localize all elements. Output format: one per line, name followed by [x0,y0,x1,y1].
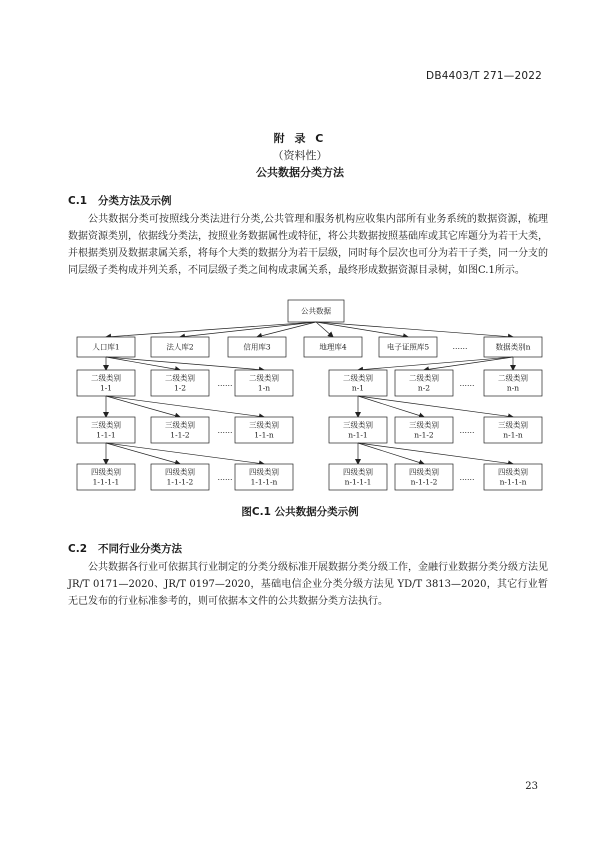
node-label: 1-1 [99,383,113,393]
level2-node [484,370,542,396]
node-label: 三级类别 [498,420,528,430]
connector-arrow [316,322,513,337]
level3-node [151,417,209,443]
node-label: 四级类别 [409,467,439,477]
level2-node [395,370,453,396]
node-label: 三级类别 [165,420,195,430]
node-label: 四级类别 [498,467,528,477]
node-label: 四级类别 [249,467,279,477]
document-code: DB4403/T 271—2022 [426,70,542,82]
level1-node [228,337,286,357]
node-label: 三级类别 [409,420,439,430]
level1-node [304,337,362,357]
level3-node [395,417,453,443]
node-label: 三级类别 [91,420,121,430]
node-label: 1-1-2 [170,430,190,440]
level4-node [395,464,453,490]
connector-arrow [106,322,316,337]
ellipsis-text: …… [217,473,233,482]
node-label: n-1-2 [414,430,434,440]
ellipsis-text: …… [459,426,475,435]
connector-arrow [358,443,424,464]
section-title: 不同行业分类方法 [98,543,182,555]
node-label: 1-1-n [254,430,274,440]
node-label: 1-n [257,383,271,393]
section-title: 分类方法及示例 [98,195,172,207]
node-label: 四级类别 [165,467,195,477]
level3-node [77,417,135,443]
connector-arrow [106,443,264,464]
node-label: 三级类别 [343,420,373,430]
connector-arrow [358,396,513,417]
node-label: n-1-1 [348,430,368,440]
level2-node [77,370,135,396]
node-label: 二级类别 [409,373,439,383]
connector-arrow [106,357,180,370]
node-label: 二级类别 [498,373,528,383]
level1-node [484,337,542,357]
level3-node [484,417,542,443]
section-c1-paragraph: 公共数据分类可按照线分类法进行分类,公共管理和服务机构应收集内部所有业务系统的数据资源，梳理数据资源类别，依据线分类法，按照业务数据属性或特征，将公共数据按照基础库或其它库题分为若干大类，并根据类别及数据隶属关系，将每个大类的数据分为若干层级，同时每个层次也可分为若干子类，同一分支的同层级子类构成并列关系，不同层级子类之间构成隶属关系，最终形成数据资源目录树，如图C.1所示。 [68,214,548,276]
node-label: 法人库2 [166,342,194,352]
page-number: 23 [525,781,538,792]
section-heading-c2 [68,541,182,556]
node-label: 二级类别 [249,373,279,383]
node-label: 1-2 [173,383,187,393]
node-label: n-1 [351,383,365,393]
node-label: n-1-1-n [499,477,527,487]
node-label: 地理库4 [319,342,347,352]
level4-node [77,464,135,490]
level2-node [151,370,209,396]
ellipsis-text: …… [217,379,233,388]
level2-node [235,370,293,396]
connector-arrow [106,396,180,417]
ellipsis-text: …… [217,426,233,435]
section-number: C.1 [68,195,88,207]
appendix-label: 附 录 C [273,132,327,145]
node-label: 1-1-1-n [250,477,278,487]
connector-arrow [180,322,316,337]
appendix-title: 公共数据分类方法 [256,166,344,179]
node-label: n-2 [417,383,431,393]
connector-arrow [358,443,513,464]
node-label: n-1-1-2 [410,477,438,487]
connector-arrow [358,396,424,417]
level3-node [235,417,293,443]
node-label: n-1-n [503,430,523,440]
node-label: 公共数据 [301,306,331,316]
node-label: 三级类别 [249,420,279,430]
node-label: 二级类别 [343,373,373,383]
node-label: 人口库1 [92,342,120,352]
node-label: 二级类别 [165,373,195,383]
level1-node [151,337,209,357]
node-label: 电子证照库5 [386,342,430,352]
node-label: 二级类别 [91,373,121,383]
node-label: n-1-1-1 [344,477,372,487]
level2-node [329,370,387,396]
appendix-nature: （资料性） [272,149,328,162]
level4-node [151,464,209,490]
connector-arrow [106,357,264,370]
level4-node [329,464,387,490]
connector-arrow [316,322,408,337]
connector-arrow [106,443,180,464]
node-label: 1-1-1-1 [92,477,120,487]
level1-node [77,337,135,357]
level4-node [484,464,542,490]
level4-node [235,464,293,490]
root-node [288,300,344,322]
node-label: 四级类别 [91,467,121,477]
node-label: 信用库3 [243,342,271,352]
section-number: C.2 [68,543,88,555]
node-label: 1-1-1-2 [166,477,194,487]
node-label: 数据类别n [495,342,531,352]
ellipsis-text: …… [459,379,475,388]
figure-caption: 图C.1 公共数据分类示例 [241,506,359,518]
ellipsis-text: …… [452,342,468,351]
ellipsis-text: …… [459,473,475,482]
node-label: 1-1-1 [96,430,116,440]
node-label: n-n [506,383,520,393]
level1-node [379,337,437,357]
node-label: 四级类别 [343,467,373,477]
connector-arrow [106,396,264,417]
section-c2-paragraph: 公共数据各行业可依据其行业制定的分类分级标准开展数据分类分级工作，金融行业数据分类分级方法见 JR/T 0171—2020、JR/T 0197—2020，基础电信企业分类分级方法见 YD/T 3813—2020，其它行业暂无已发布的行业标准参考的，则可依据本文件的公共数据分类方法执行。 [68,562,548,607]
level3-node [329,417,387,443]
